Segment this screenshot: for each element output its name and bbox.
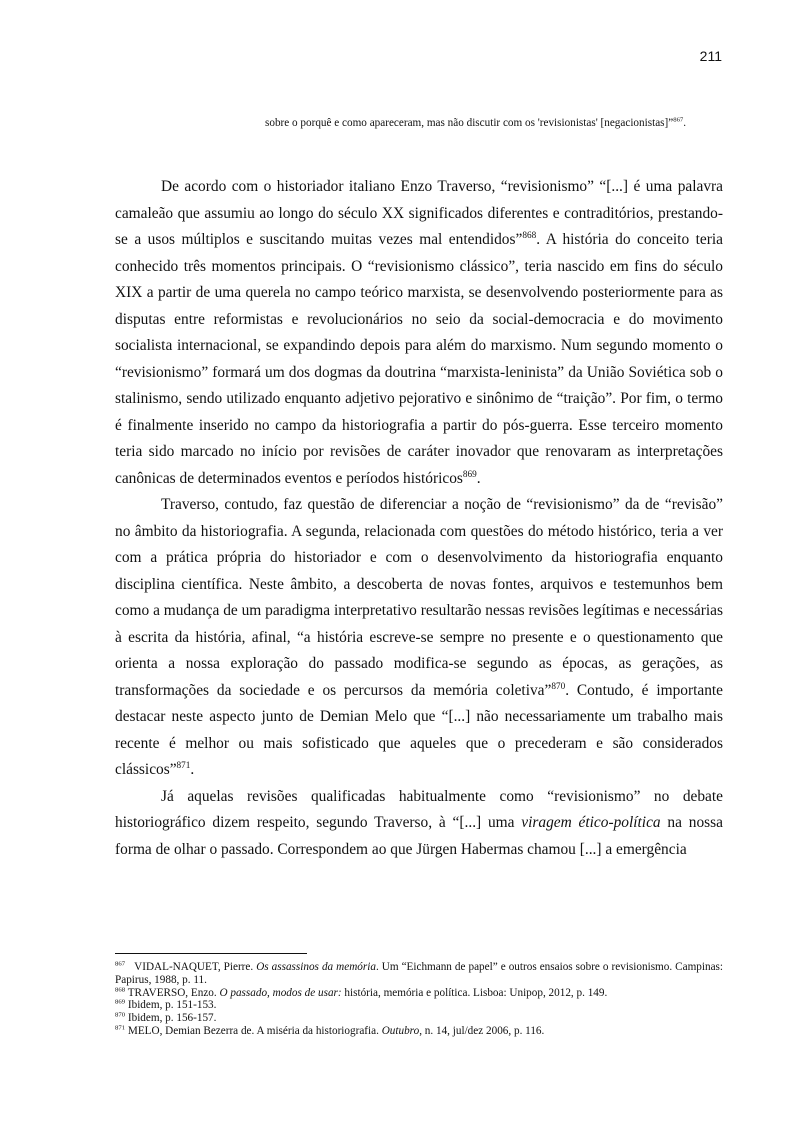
paragraph-2-part-a: Traverso, contudo, faz questão de diferenciar a noção de “revisionismo” da de “revisão” no âmbito da historiografia. A segunda, relacionada com questões do método histórico, teria a ver com a prática própria do historiador e com o desenvolvimento da historiografia enquanto disciplina científica. Neste âmbito, a descoberta de novas fontes, arquivos e testemunhos bem como a mudança de um paradigma interpretativo resultarão nessas revisões legítimas e necessárias à escrita da história, afinal, “a história escreve-se sempre no presente e o questionamento que orienta a nossa exploração do passado modifica-se segundo as épocas, as gerações, as transformações da sociedade e os percursos da memória coletiva” — [115, 496, 723, 699]
footnote-title: O passado, modos de usar: — [219, 986, 342, 999]
footnote-text: MELO, Demian Bezerra de. A miséria da historiografia. — [127, 1024, 382, 1037]
page-number: 211 — [699, 48, 722, 64]
block-quote — [265, 115, 723, 132]
footnote-868 — [115, 987, 723, 1000]
footnote-869 — [115, 999, 723, 1012]
quote-end: . — [683, 117, 687, 129]
footnote-867 — [115, 961, 723, 987]
footnote-text-end: história, memória e política. Lisboa: Unipop, 2012, p. 149. — [341, 986, 608, 999]
footnote-ref-870[interactable]: 870 — [551, 680, 566, 691]
footnote-ref-869[interactable]: 869 — [462, 468, 477, 479]
paragraph-2 — [115, 492, 723, 784]
footnote-text: TRAVERSO, Enzo. — [127, 986, 220, 999]
footnote-text: Ibidem, p. 151-153. — [127, 999, 217, 1012]
footnote-number: 869 — [115, 998, 126, 1006]
footnote-text: Ibidem, p. 156-157. — [127, 1012, 217, 1025]
quote-text: sobre o porquê e como apareceram, mas não discutir com os 'revisionistas' [negacionistas]” — [265, 117, 674, 129]
footnote-separator — [115, 953, 307, 954]
paragraph-3-italic: viragem ético-política — [521, 814, 661, 831]
footnote-870 — [115, 1012, 723, 1025]
paragraph-1-part-b: . A história do conceito teria conhecido três momentos principais. O “revisionismo clássico”, teria nascido em fins do século XIX a partir de uma querela no campo teórico marxista, se desenvolvendo posteriormente para as disputas entre reformistas e revolucionários no seio da social-democracia e do movimento socialista internacional, se expandindo depois para além do marxismo. Num segundo momento o “revisionismo” formará um dos dogmas da doutrina “marxista-leninista” da União Soviética sob o stalinismo, sendo utilizado enquanto adjetivo pejorativo e sinônimo de “traição”. Por fim, o termo é finalmente inserido no campo da historiografia a partir do pós-guerra. Esse terceiro momento teria sido marcado no início por revisões de caráter inovador que renovaram as interpretações canônicas de determinados eventos e períodos históricos — [115, 231, 723, 487]
body-text — [115, 174, 723, 863]
paragraph-1-part-c: . — [476, 469, 481, 487]
paragraph-2-part-b: . Contudo, é importante destacar neste aspecto junto de Demian Melo que “[...] não necessariamente um trabalho mais recente é melhor ou mais sofisticado que aqueles que o precederam e são considerados clássicos” — [115, 681, 723, 778]
paragraph-1 — [115, 174, 723, 492]
footnotes — [115, 961, 723, 1038]
footnote-871 — [115, 1025, 723, 1038]
paragraph-3 — [115, 784, 723, 864]
footnote-number: 868 — [115, 985, 126, 993]
paragraph-1-part-a: De acordo com o historiador italiano Enzo Traverso, “revisionismo” “[...] é uma palavra camaleão que assumiu ao longo do século XX significados diferentes e contraditórios, prestando-se a usos múltiplos e suscitando muitas vezes mal entendidos” — [115, 178, 723, 248]
footnote-ref-868[interactable]: 868 — [522, 229, 537, 240]
paragraph-2-part-c: . — [190, 761, 195, 778]
footnote-number: 870 — [115, 1011, 126, 1019]
paragraph-3-part-b: na nossa forma de olhar o passado. Correspondem ao que Jürgen Habermas chamou [...] a emergência — [115, 814, 723, 858]
footnote-ref-867[interactable]: 867 — [673, 116, 684, 124]
footnote-title: Os assassinos da memória — [256, 961, 376, 973]
footnote-text: VIDAL-NAQUET, Pierre. — [134, 961, 257, 973]
footnote-text-end: , n. 14, jul/dez 2006, p. 116. — [419, 1024, 545, 1037]
footnote-ref-871[interactable]: 871 — [176, 759, 191, 770]
paragraph-3-part-a: Já aquelas revisões qualificadas habitualmente como “revisionismo” no debate historiográfico dizem respeito, segundo Traverso, à “[...] uma — [115, 787, 723, 831]
footnote-number: 867 — [115, 960, 126, 968]
footnote-title: Outubro — [381, 1024, 420, 1037]
footnote-text-end: . Um “Eichmann de papel” e outros ensaios sobre o revisionismo. Campinas: Papirus, 1988, p. 11. — [115, 961, 724, 986]
footnote-number: 871 — [115, 1024, 126, 1032]
